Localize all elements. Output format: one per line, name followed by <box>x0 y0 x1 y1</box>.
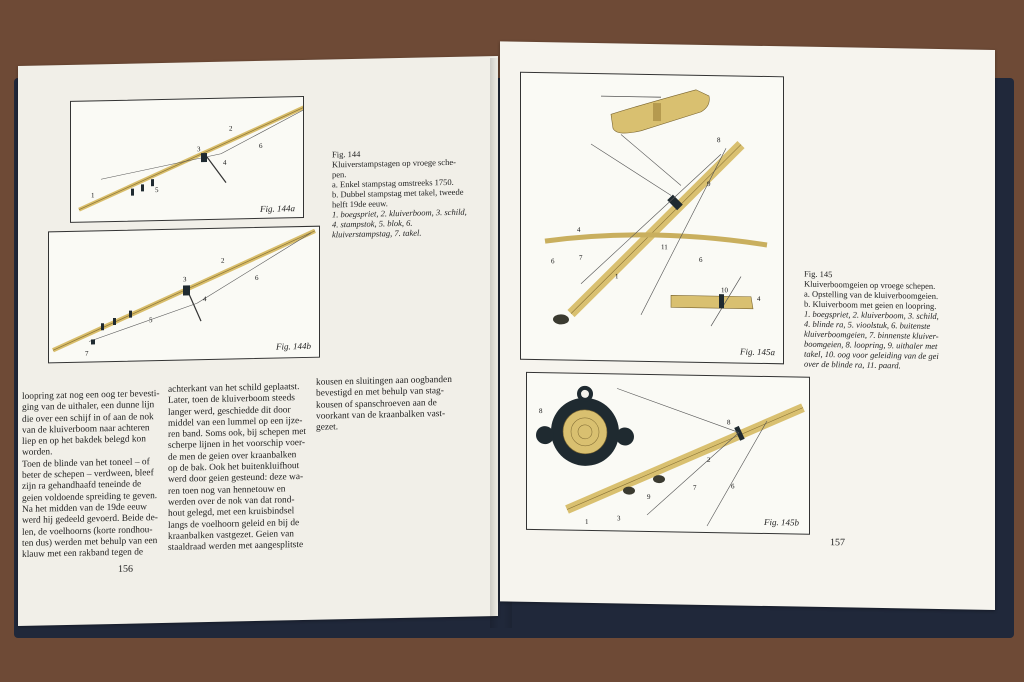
text-line: werden over de nok van dat rond- <box>168 495 295 508</box>
svg-text:4: 4 <box>222 158 227 167</box>
right-page <box>500 41 995 610</box>
svg-text:2: 2 <box>707 455 711 465</box>
text-line: langs de voelhoorn geleid en bij de <box>168 517 300 531</box>
text-line: geien voldoende spreiding te geven. <box>22 490 158 504</box>
text-line: bevestigd en met behulp van stag- <box>316 386 444 400</box>
svg-text:3: 3 <box>183 275 187 284</box>
caption-title: Fig. 145 <box>804 268 833 280</box>
page-number-left: 156 <box>118 563 133 575</box>
text-column-3 <box>316 374 476 434</box>
fig-144-caption <box>332 146 472 239</box>
svg-text:1: 1 <box>91 191 95 200</box>
fig-144a-label: Fig. 144a <box>260 203 295 214</box>
fig-145-caption <box>804 269 954 372</box>
caption-line: pen. <box>332 169 347 180</box>
figure-145b <box>526 372 810 535</box>
figure-144b <box>48 226 320 364</box>
text-line: ren band. Soms ook, bij schepen met <box>168 427 306 441</box>
svg-text:4: 4 <box>577 225 581 234</box>
svg-text:6: 6 <box>551 257 555 266</box>
text-line: werd door geien gesteund: deze wa- <box>168 472 304 486</box>
text-line: liep en op het bakdek belegd kon <box>22 434 146 448</box>
fig-145b-label: Fig. 145b <box>764 516 799 528</box>
figure-145a <box>520 72 784 365</box>
svg-text:2: 2 <box>229 124 233 133</box>
caption-legend: boomgeien, 8. loopring, 9. uithaler met <box>804 338 938 351</box>
text-column-2 <box>168 382 323 555</box>
caption-legend: takel, 10. oog voor geleiding van de gei <box>804 348 939 362</box>
caption-line: b. Kluiverboom met geien en loopring. <box>804 298 937 311</box>
caption-line: helft 19de eeuw. <box>332 198 388 210</box>
text-line: op de bak. Ook het buitenkluifhout <box>168 461 300 474</box>
svg-text:6: 6 <box>731 482 735 491</box>
text-line: ren toen nog van hennetouw en <box>168 484 286 497</box>
text-line: die over een schijf in of aan de nok <box>22 411 154 425</box>
svg-text:6: 6 <box>255 273 259 283</box>
page-number-right: 157 <box>830 537 845 549</box>
text-line: scherpe lijnen in het voorschip voer- <box>168 438 306 452</box>
svg-text:8: 8 <box>727 418 731 427</box>
text-line: middel van een lummel op een ijze- <box>168 415 303 429</box>
text-line: klauw met een rakband tegen de <box>22 547 144 561</box>
fig-145a-label: Fig. 145a <box>740 346 775 358</box>
caption-legend: over de blinde ra, 11. paard. <box>804 358 901 371</box>
text-line: Toen de blinde van het toneel – of <box>22 457 150 470</box>
caption-line: Kluiverboomgeien op vroege schepen. <box>804 278 936 291</box>
text-line: van de kluiverboom naar achteren <box>22 423 150 436</box>
caption-line: Kluiverstampstagen op vroege sche- <box>332 156 456 170</box>
svg-text:4: 4 <box>203 295 207 304</box>
text-line: Na het midden van de 19de eeuw <box>22 502 147 515</box>
caption-legend: kluiverboomgeien, 7. binnenste kluiver- <box>804 328 939 342</box>
text-line: werd hij gedeeld gevoerd. Beide de- <box>22 513 158 527</box>
text-line: kousen of spanschroeven aan de <box>316 397 437 411</box>
text-line: staaldraad werden met aangesplitste <box>168 540 304 554</box>
caption-legend: 4. blinde ra, 5. vioolstuk, 6. buitenste <box>804 318 931 331</box>
caption-line: a. Enkel stampstag omstreeks 1750. <box>332 176 454 190</box>
left-page <box>18 56 498 626</box>
svg-text:3: 3 <box>197 145 201 154</box>
svg-text:10: 10 <box>721 286 728 295</box>
svg-text:5: 5 <box>155 186 159 195</box>
text-line: zijn ra gehandhaafd teneinde de <box>22 479 142 493</box>
caption-legend: 1. boegspriet, 2. kluiverboom, 3. schild, <box>332 206 467 220</box>
text-line: Later, toen de kluiverboom steeds <box>168 393 295 407</box>
svg-text:5: 5 <box>149 316 153 325</box>
text-line: loopring zat nog een oog ter bevesti- <box>22 389 160 402</box>
svg-text:8: 8 <box>539 407 543 416</box>
svg-text:7: 7 <box>579 253 583 262</box>
svg-text:2: 2 <box>221 256 225 265</box>
svg-text:1: 1 <box>585 517 589 526</box>
caption-title: Fig. 144 <box>332 148 361 160</box>
text-line: gezet. <box>316 422 339 433</box>
text-line: kousen en sluitingen aan oogbanden <box>316 374 452 388</box>
text-line: kraanbalken vastgezet. Geien van <box>168 529 294 542</box>
caption-line: a. Opstelling van de kluiverboomgeien. <box>804 288 939 302</box>
caption-line: b. Dubbel stampstag met takel, tweede <box>332 186 464 200</box>
figure-145a-drawing <box>521 73 783 364</box>
text-line: achterkant van het schild geplaatst. <box>168 382 300 395</box>
svg-text:6: 6 <box>699 255 703 264</box>
svg-text:4: 4 <box>757 294 761 303</box>
text-line: len, de voelhoorns (korte rondhou- <box>22 524 153 538</box>
figure-145b-drawing <box>527 373 809 534</box>
svg-text:9: 9 <box>707 179 711 189</box>
svg-text:7: 7 <box>693 483 697 492</box>
text-line: de men de geien over kraanbalken <box>168 449 297 463</box>
text-line: beter de schepen – verdween, bleef <box>22 468 154 481</box>
fig-144b-label: Fig. 144b <box>276 340 311 352</box>
caption-legend: 4. stampstok, 5. blok, 6. kluiverstampstag, 7. takel. <box>332 217 422 240</box>
svg-text:8: 8 <box>717 136 721 145</box>
svg-text:6: 6 <box>259 141 263 150</box>
text-line: ging van de uithaler, een dunne lijn <box>22 400 155 414</box>
text-line: voorkant van de kraanbalken vast- <box>316 408 446 422</box>
svg-text:9: 9 <box>647 492 651 501</box>
text-line: ten dus) werden met behulp van een <box>22 535 158 549</box>
text-line: hout gelegd, met een kruisbindsel <box>168 506 295 520</box>
svg-text:3: 3 <box>617 514 621 523</box>
figure-144a <box>70 96 304 223</box>
caption-legend: 1. boegspriet, 2. kluiverboom, 3. schild, <box>804 308 939 322</box>
svg-text:1: 1 <box>615 272 619 281</box>
text-column-1 <box>22 389 172 562</box>
svg-text:11: 11 <box>661 243 668 252</box>
text-line: langer werd, geschiedde dit door <box>168 404 291 418</box>
text-line: worden. <box>22 447 53 459</box>
svg-text:7: 7 <box>85 349 89 358</box>
